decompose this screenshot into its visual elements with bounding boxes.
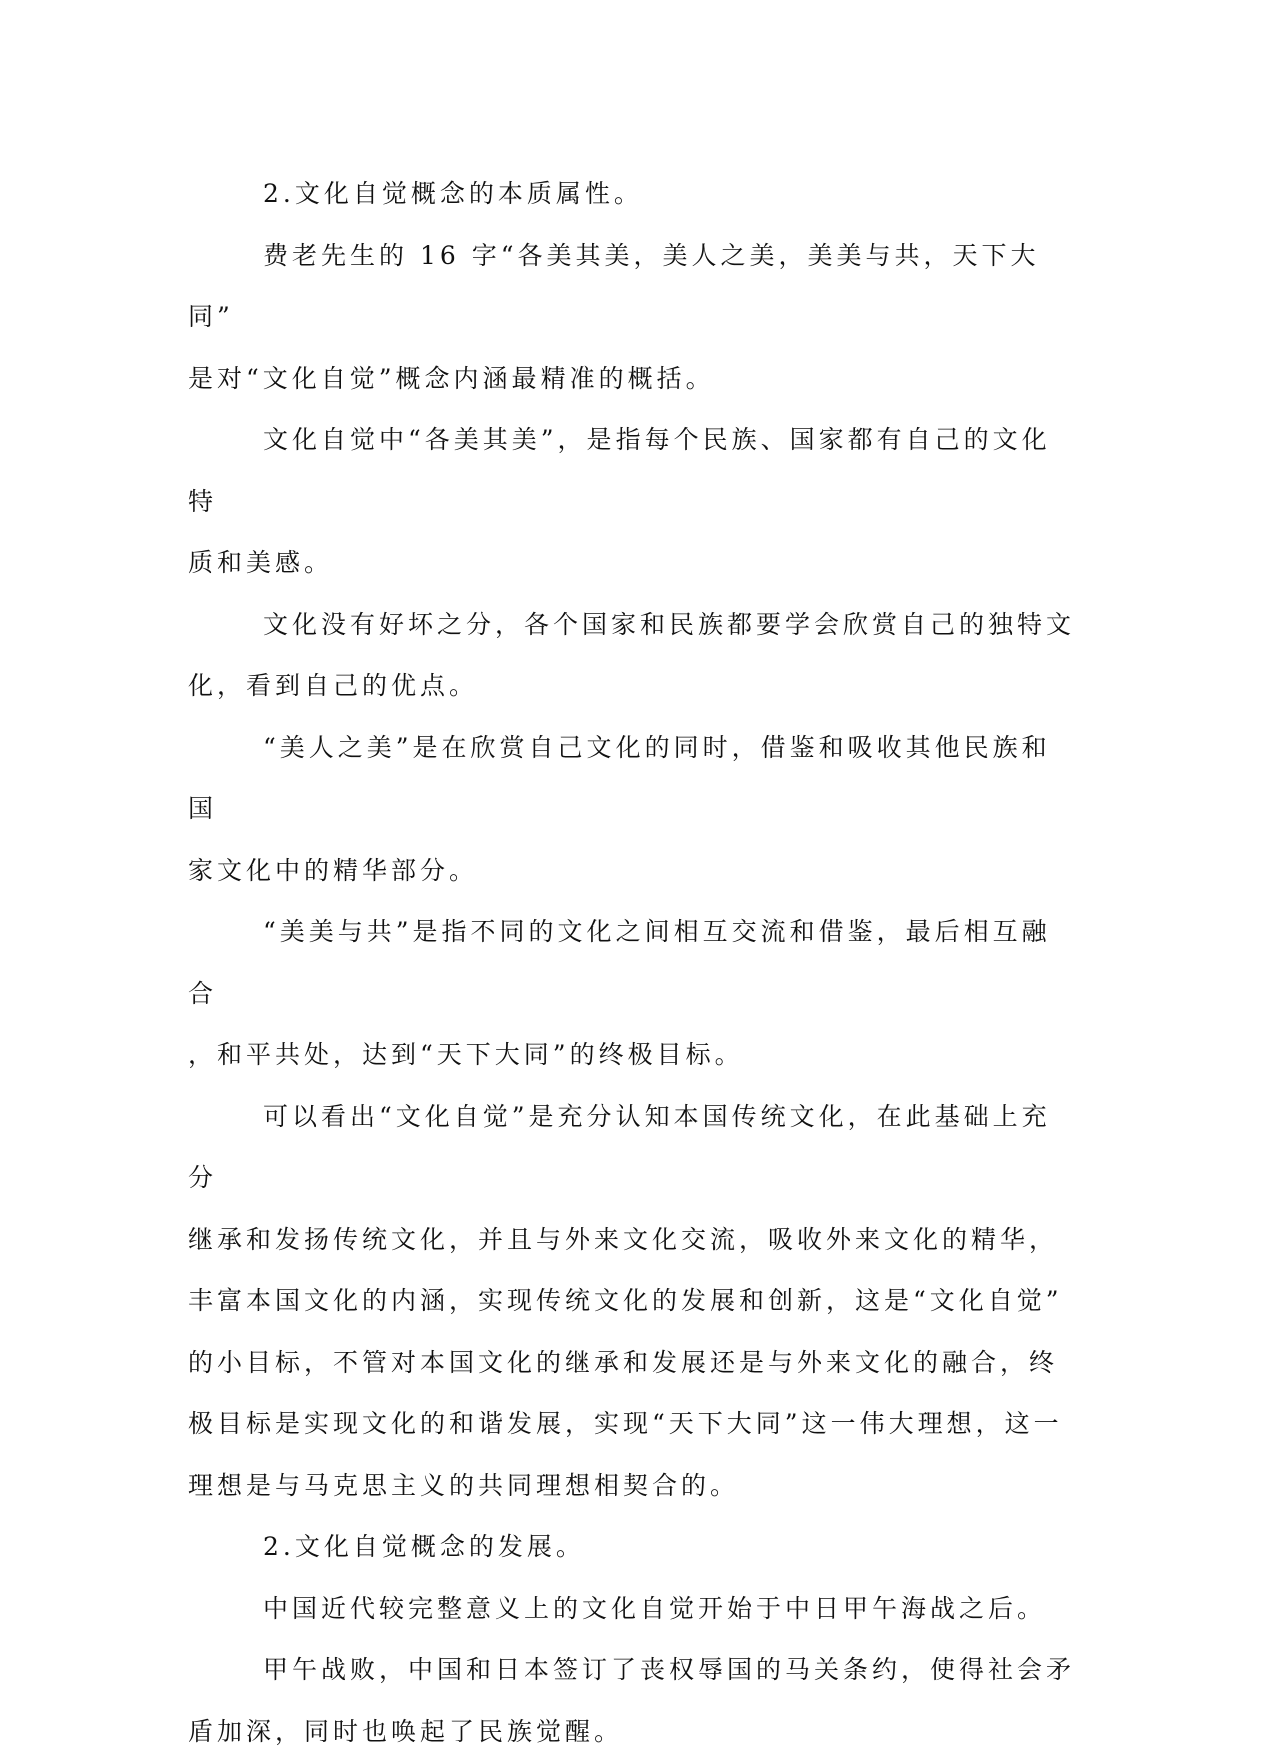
paragraph bbox=[188, 1639, 1078, 1762]
paragraph-section-heading-1 bbox=[188, 163, 1078, 225]
text-line: 质和美感。 bbox=[113, 532, 1078, 594]
text-line: 盾加深，同时也唤起了民族觉醒。 bbox=[113, 1701, 1078, 1762]
text-line: 中国近代较完整意义上的文化自觉开始于中日甲午海战之后。 bbox=[188, 1578, 1078, 1640]
paragraph-section-heading-2 bbox=[188, 1516, 1078, 1578]
text-line: “美人之美”是在欣赏自己文化的同时，借鉴和吸收其他民族和国 bbox=[188, 717, 1078, 840]
text-line: 极目标是实现文化的和谐发展，实现“天下大同”这一伟大理想，这一 bbox=[113, 1393, 1078, 1455]
text-line: 2.文化自觉概念的发展。 bbox=[188, 1516, 1078, 1578]
text-line: 费老先生的 16 字“各美其美，美人之美，美美与共，天下大同” bbox=[188, 225, 1078, 348]
text-line: 的小目标，不管对本国文化的继承和发展还是与外来文化的融合，终 bbox=[113, 1332, 1078, 1394]
paragraph bbox=[188, 717, 1078, 902]
text-line: 文化自觉中“各美其美”，是指每个民族、国家都有自己的文化特 bbox=[188, 409, 1078, 532]
text-line: 甲午战败，中国和日本签订了丧权辱国的马关条约，使得社会矛 bbox=[188, 1639, 1078, 1701]
text-line: 化，看到自己的优点。 bbox=[113, 655, 1078, 717]
text-line: 是对“文化自觉”概念内涵最精准的概括。 bbox=[113, 348, 1078, 410]
text-line: 2.文化自觉概念的本质属性。 bbox=[188, 163, 1078, 225]
paragraph bbox=[188, 594, 1078, 717]
paragraph bbox=[188, 901, 1078, 1086]
document-body bbox=[188, 163, 1078, 1762]
paragraph bbox=[188, 1578, 1078, 1640]
text-line: ，和平共处，达到“天下大同”的终极目标。 bbox=[113, 1024, 1078, 1086]
paragraph bbox=[188, 1086, 1078, 1517]
text-line: 继承和发扬传统文化，并且与外来文化交流，吸收外来文化的精华， bbox=[113, 1209, 1078, 1271]
text-line: 家文化中的精华部分。 bbox=[113, 840, 1078, 902]
text-line: 文化没有好坏之分，各个国家和民族都要学会欣赏自己的独特文 bbox=[188, 594, 1078, 656]
paragraph bbox=[188, 409, 1078, 594]
paragraph bbox=[188, 225, 1078, 410]
text-line: 可以看出“文化自觉”是充分认知本国传统文化，在此基础上充分 bbox=[188, 1086, 1078, 1209]
text-line: “美美与共”是指不同的文化之间相互交流和借鉴，最后相互融合 bbox=[188, 901, 1078, 1024]
text-line: 理想是与马克思主义的共同理想相契合的。 bbox=[113, 1455, 1078, 1517]
text-line: 丰富本国文化的内涵，实现传统文化的发展和创新，这是“文化自觉” bbox=[113, 1270, 1078, 1332]
